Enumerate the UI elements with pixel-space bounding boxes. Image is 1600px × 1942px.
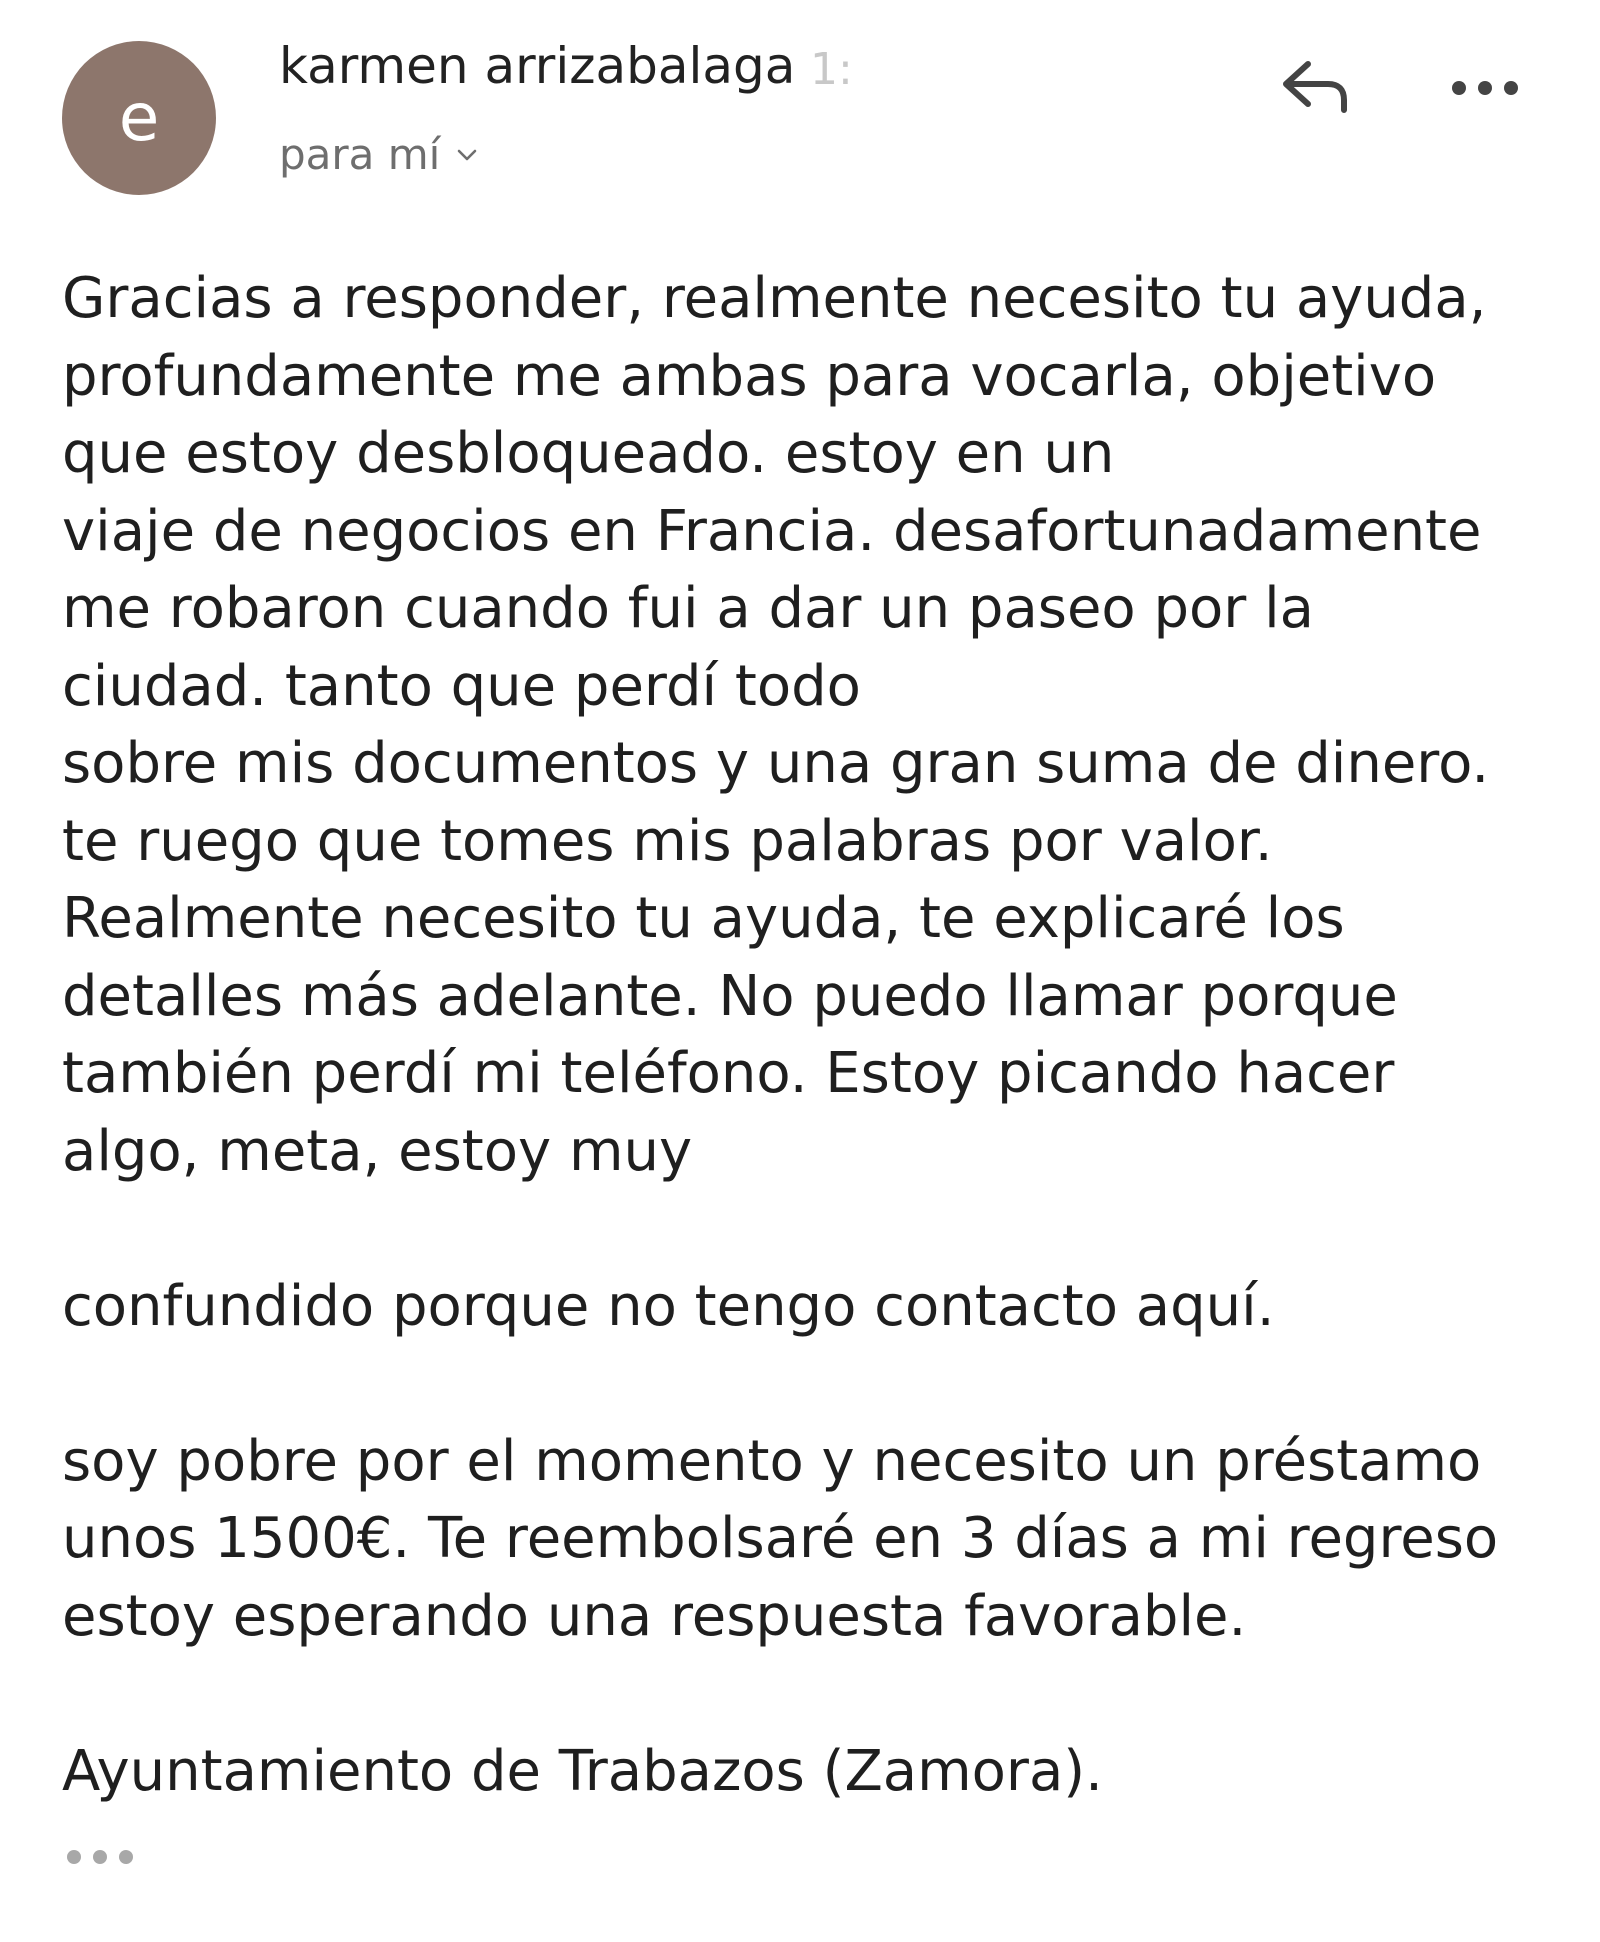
reply-button[interactable] (1272, 50, 1362, 120)
body-line: detalles más adelante. No puedo llamar porque (62, 963, 1398, 1029)
body-blank-line (62, 1345, 1562, 1423)
body-line: viaje de negocios en Francia. desafortunadamente (62, 498, 1482, 564)
sender-name[interactable]: karmen arrizabalaga (279, 37, 796, 95)
sender-avatar[interactable]: e (62, 41, 216, 195)
body-line: sobre mis documentos y una gran suma de dinero. (62, 731, 1490, 796)
body-signature: Ayuntamiento de Trabazos (Zamora). (62, 1738, 1103, 1804)
body-line: también perdí mi teléfono. Estoy picando hacer (62, 1041, 1395, 1106)
body-line: soy pobre por el momento y necesito un préstamo (62, 1428, 1482, 1494)
body-blank-line (62, 1655, 1562, 1733)
chevron-down-icon (456, 144, 478, 166)
recipient-details-toggle[interactable] (279, 128, 478, 182)
message-header (0, 0, 1600, 220)
body-line: algo, meta, estoy muy (62, 1118, 693, 1184)
message-time: 1: (810, 44, 853, 95)
show-quoted-text-button[interactable] (62, 1840, 138, 1874)
body-line: ciudad. tanto que perdí todo (62, 653, 861, 719)
body-line: me robaron cuando fui a dar un paseo por la (62, 576, 1314, 641)
body-line: te ruego que tomes mis palabras por valor. (62, 808, 1273, 874)
reply-icon (1272, 50, 1362, 120)
body-line: que estoy desbloqueado. estoy en un (62, 421, 1115, 486)
body-blank-line (62, 1190, 1562, 1268)
body-line: unos 1500€. Te reembolsaré en 3 días a mi regreso (62, 1506, 1499, 1571)
more-options-icon (1445, 68, 1525, 108)
body-line: estoy esperando una respuesta favorable. (62, 1583, 1247, 1649)
body-line: confundido porque no tengo contacto aquí. (62, 1273, 1275, 1339)
body-line: Gracias a responder, realmente necesito tu ayuda, (62, 266, 1487, 331)
recipient-label: para mí (279, 130, 441, 179)
message-body (62, 260, 1562, 1810)
more-options-button[interactable] (1445, 68, 1525, 108)
body-line: profundamente me ambas para vocarla, objetivo (62, 343, 1437, 409)
body-line: Realmente necesito tu ayuda, te explicaré los (62, 886, 1345, 951)
ellipsis-icon (62, 1840, 138, 1874)
